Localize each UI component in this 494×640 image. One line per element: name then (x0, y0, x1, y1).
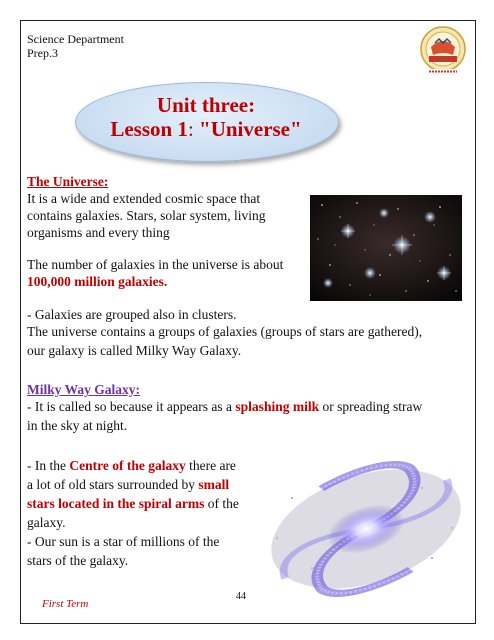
centre-line1: - In the Centre of the galaxy there are (27, 458, 236, 473)
universe-heading: The Universe: (27, 174, 109, 189)
sun-line2: stars of the galaxy. (27, 553, 129, 568)
milky-way-why-line1: - It is called so because it appears as a splashing milk or spreading straw (27, 399, 423, 414)
clusters-line: - Galaxies are grouped also in clusters. (27, 307, 237, 322)
page-number: 44 (236, 591, 246, 602)
centre-line4: galaxy. (27, 515, 66, 530)
grade-label: Prep.3 (27, 46, 58, 60)
universe-def-line3: organisms and every thing (27, 225, 170, 240)
school-crest-logo (417, 25, 469, 77)
footer-term: First Term (42, 598, 89, 610)
sun-line1: - Our sun is a star of millions of the (27, 534, 220, 549)
milky-way-why-line2: in the sky at night. (27, 418, 128, 433)
star-field-image (310, 195, 462, 301)
galaxy-count-value: 100,000 million galaxies. (27, 274, 168, 289)
groups-line2: our galaxy is called Milky Way Galaxy. (27, 343, 242, 358)
centre-line2: a lot of old stars surrounded by small (27, 477, 230, 492)
milky-way-heading: Milky Way Galaxy: (27, 382, 141, 397)
spiral-galaxy-image (262, 458, 470, 600)
lesson-title: Lesson 1: "Universe" (110, 117, 302, 141)
universe-def-line2: contains galaxies. Stars, solar system, living (27, 208, 266, 223)
unit-title: Unit three: (156, 93, 256, 117)
universe-def-line1: It is a wide and extended cosmic space that (27, 191, 261, 206)
centre-line3: stars located in the spiral arms of the (27, 496, 239, 511)
galaxy-count-line: The number of galaxies in the universe is about (27, 257, 284, 272)
groups-line1: The universe contains a groups of galaxies (groups of stars are gathered), (27, 324, 423, 339)
department-label: Science Department (27, 32, 124, 46)
